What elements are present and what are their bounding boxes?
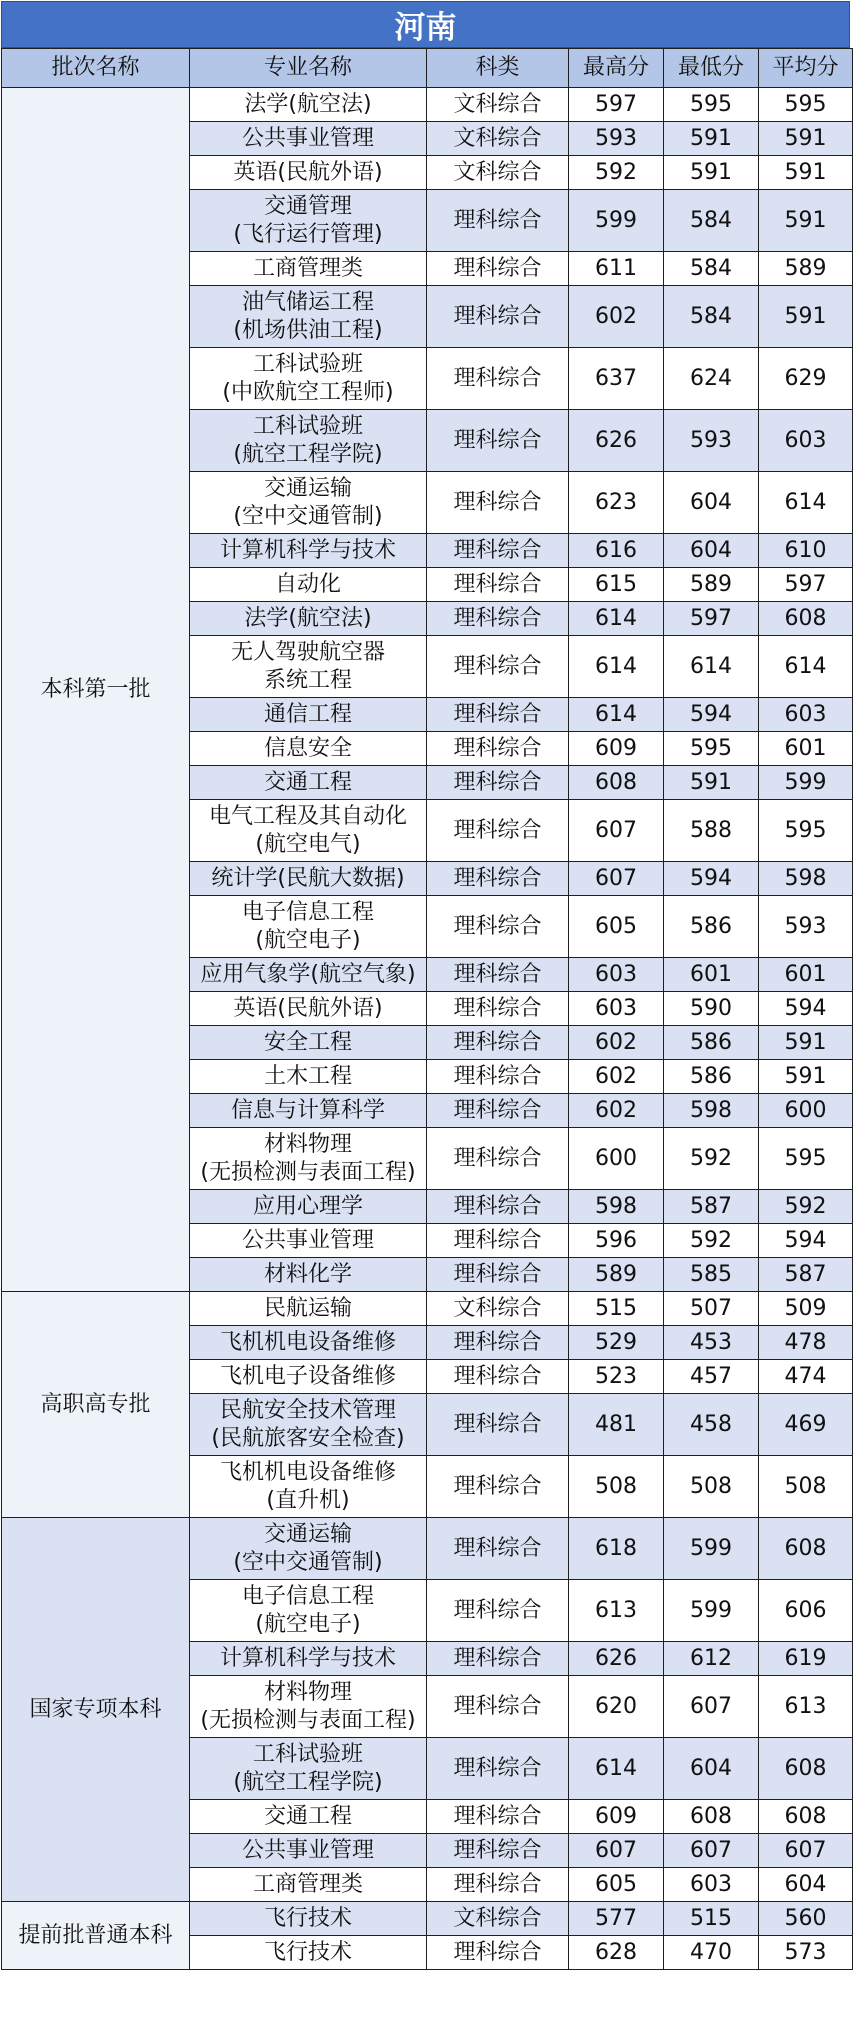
min-score: 507 xyxy=(664,1292,759,1326)
major-name: 英语(民航外语) xyxy=(190,992,427,1026)
avg-score: 509 xyxy=(759,1292,853,1326)
major-name: 飞机电子设备维修 xyxy=(190,1360,427,1394)
major-name: 工科试验班 (航空工程学院) xyxy=(190,410,427,472)
category: 理科综合 xyxy=(427,1128,569,1190)
min-score: 593 xyxy=(664,410,759,472)
avg-score: 601 xyxy=(759,732,853,766)
avg-score: 608 xyxy=(759,602,853,636)
max-score: 618 xyxy=(569,1518,664,1580)
min-score: 470 xyxy=(664,1936,759,1970)
avg-score: 607 xyxy=(759,1834,853,1868)
max-score: 637 xyxy=(569,348,664,410)
category: 理科综合 xyxy=(427,992,569,1026)
min-score: 607 xyxy=(664,1834,759,1868)
category: 理科综合 xyxy=(427,732,569,766)
avg-score: 604 xyxy=(759,1868,853,1902)
max-score: 593 xyxy=(569,122,664,156)
max-score: 620 xyxy=(569,1676,664,1738)
min-score: 595 xyxy=(664,732,759,766)
category: 理科综合 xyxy=(427,1676,569,1738)
category: 文科综合 xyxy=(427,156,569,190)
avg-score: 601 xyxy=(759,958,853,992)
major-name: 公共事业管理 xyxy=(190,1224,427,1258)
min-score: 599 xyxy=(664,1518,759,1580)
avg-score: 599 xyxy=(759,766,853,800)
category: 文科综合 xyxy=(427,122,569,156)
avg-score: 591 xyxy=(759,1026,853,1060)
major-name: 通信工程 xyxy=(190,698,427,732)
min-score: 599 xyxy=(664,1580,759,1642)
major-name: 材料物理 (无损检测与表面工程) xyxy=(190,1128,427,1190)
major-name: 计算机科学与技术 xyxy=(190,1642,427,1676)
avg-score: 478 xyxy=(759,1326,853,1360)
avg-score: 591 xyxy=(759,190,853,252)
header-batch: 批次名称 xyxy=(2,49,190,88)
major-name: 电子信息工程 (航空电子) xyxy=(190,1580,427,1642)
min-score: 591 xyxy=(664,122,759,156)
min-score: 584 xyxy=(664,252,759,286)
major-name: 油气储运工程 (机场供油工程) xyxy=(190,286,427,348)
min-score: 624 xyxy=(664,348,759,410)
avg-score: 474 xyxy=(759,1360,853,1394)
category: 理科综合 xyxy=(427,1868,569,1902)
table-body xyxy=(2,88,853,1970)
min-score: 591 xyxy=(664,156,759,190)
avg-score: 608 xyxy=(759,1800,853,1834)
category: 理科综合 xyxy=(427,1060,569,1094)
major-name: 工科试验班 (航空工程学院) xyxy=(190,1738,427,1800)
max-score: 607 xyxy=(569,1834,664,1868)
min-score: 589 xyxy=(664,568,759,602)
min-score: 594 xyxy=(664,698,759,732)
min-score: 458 xyxy=(664,1394,759,1456)
category: 理科综合 xyxy=(427,1834,569,1868)
category: 理科综合 xyxy=(427,1580,569,1642)
avg-score: 606 xyxy=(759,1580,853,1642)
category: 理科综合 xyxy=(427,410,569,472)
category: 理科综合 xyxy=(427,534,569,568)
header-avg: 平均分 xyxy=(759,49,853,88)
category: 文科综合 xyxy=(427,1902,569,1936)
avg-score: 591 xyxy=(759,156,853,190)
major-name: 飞机机电设备维修 xyxy=(190,1326,427,1360)
min-score: 603 xyxy=(664,1868,759,1902)
category: 文科综合 xyxy=(427,1292,569,1326)
category: 理科综合 xyxy=(427,1190,569,1224)
major-name: 交通工程 xyxy=(190,766,427,800)
min-score: 612 xyxy=(664,1642,759,1676)
category: 理科综合 xyxy=(427,472,569,534)
major-name: 材料物理 (无损检测与表面工程) xyxy=(190,1676,427,1738)
min-score: 592 xyxy=(664,1128,759,1190)
max-score: 628 xyxy=(569,1936,664,1970)
min-score: 586 xyxy=(664,896,759,958)
avg-score: 592 xyxy=(759,1190,853,1224)
avg-score: 595 xyxy=(759,88,853,122)
avg-score: 573 xyxy=(759,1936,853,1970)
min-score: 588 xyxy=(664,800,759,862)
max-score: 614 xyxy=(569,698,664,732)
max-score: 600 xyxy=(569,1128,664,1190)
avg-score: 603 xyxy=(759,410,853,472)
min-score: 594 xyxy=(664,862,759,896)
min-score: 590 xyxy=(664,992,759,1026)
batch-name: 国家专项本科 xyxy=(2,1518,190,1902)
min-score: 598 xyxy=(664,1094,759,1128)
major-name: 民航运输 xyxy=(190,1292,427,1326)
header-max: 最高分 xyxy=(569,49,664,88)
max-score: 615 xyxy=(569,568,664,602)
category: 理科综合 xyxy=(427,766,569,800)
category: 理科综合 xyxy=(427,286,569,348)
avg-score: 610 xyxy=(759,534,853,568)
table-row xyxy=(2,88,853,122)
major-name: 计算机科学与技术 xyxy=(190,534,427,568)
major-name: 电气工程及其自动化 (航空电气) xyxy=(190,800,427,862)
max-score: 614 xyxy=(569,1738,664,1800)
min-score: 515 xyxy=(664,1902,759,1936)
batch-name: 提前批普通本科 xyxy=(2,1902,190,1970)
max-score: 603 xyxy=(569,992,664,1026)
major-name: 应用气象学(航空气象) xyxy=(190,958,427,992)
category: 理科综合 xyxy=(427,1518,569,1580)
max-score: 607 xyxy=(569,862,664,896)
min-score: 591 xyxy=(664,766,759,800)
max-score: 602 xyxy=(569,286,664,348)
table-row xyxy=(2,1902,853,1936)
avg-score: 469 xyxy=(759,1394,853,1456)
category: 理科综合 xyxy=(427,1224,569,1258)
min-score: 604 xyxy=(664,472,759,534)
avg-score: 591 xyxy=(759,286,853,348)
major-name: 飞行技术 xyxy=(190,1936,427,1970)
max-score: 614 xyxy=(569,602,664,636)
avg-score: 560 xyxy=(759,1902,853,1936)
page-title: 河南 xyxy=(1,1,850,48)
major-name: 飞机机电设备维修 (直升机) xyxy=(190,1456,427,1518)
category: 理科综合 xyxy=(427,602,569,636)
avg-score: 600 xyxy=(759,1094,853,1128)
max-score: 609 xyxy=(569,1800,664,1834)
major-name: 法学(航空法) xyxy=(190,88,427,122)
major-name: 信息与计算科学 xyxy=(190,1094,427,1128)
major-name: 安全工程 xyxy=(190,1026,427,1060)
avg-score: 608 xyxy=(759,1738,853,1800)
major-name: 民航安全技术管理 (民航旅客安全检查) xyxy=(190,1394,427,1456)
score-table xyxy=(1,48,853,1970)
max-score: 523 xyxy=(569,1360,664,1394)
category: 理科综合 xyxy=(427,568,569,602)
avg-score: 603 xyxy=(759,698,853,732)
major-name: 英语(民航外语) xyxy=(190,156,427,190)
min-score: 453 xyxy=(664,1326,759,1360)
max-score: 623 xyxy=(569,472,664,534)
batch-name: 本科第一批 xyxy=(2,88,190,1292)
max-score: 529 xyxy=(569,1326,664,1360)
category: 理科综合 xyxy=(427,1326,569,1360)
major-name: 交通管理 (飞行运行管理) xyxy=(190,190,427,252)
min-score: 584 xyxy=(664,286,759,348)
min-score: 592 xyxy=(664,1224,759,1258)
max-score: 605 xyxy=(569,896,664,958)
min-score: 457 xyxy=(664,1360,759,1394)
category: 理科综合 xyxy=(427,896,569,958)
max-score: 614 xyxy=(569,636,664,698)
max-score: 481 xyxy=(569,1394,664,1456)
major-name: 工科试验班 (中欧航空工程师) xyxy=(190,348,427,410)
table-row xyxy=(2,1292,853,1326)
min-score: 607 xyxy=(664,1676,759,1738)
major-name: 电子信息工程 (航空电子) xyxy=(190,896,427,958)
avg-score: 613 xyxy=(759,1676,853,1738)
min-score: 604 xyxy=(664,1738,759,1800)
max-score: 598 xyxy=(569,1190,664,1224)
category: 理科综合 xyxy=(427,636,569,698)
min-score: 601 xyxy=(664,958,759,992)
category: 理科综合 xyxy=(427,800,569,862)
avg-score: 595 xyxy=(759,1128,853,1190)
min-score: 587 xyxy=(664,1190,759,1224)
avg-score: 587 xyxy=(759,1258,853,1292)
major-name: 信息安全 xyxy=(190,732,427,766)
avg-score: 593 xyxy=(759,896,853,958)
category: 文科综合 xyxy=(427,88,569,122)
category: 理科综合 xyxy=(427,1258,569,1292)
min-score: 584 xyxy=(664,190,759,252)
max-score: 605 xyxy=(569,1868,664,1902)
min-score: 586 xyxy=(664,1060,759,1094)
min-score: 614 xyxy=(664,636,759,698)
max-score: 608 xyxy=(569,766,664,800)
max-score: 589 xyxy=(569,1258,664,1292)
max-score: 613 xyxy=(569,1580,664,1642)
max-score: 609 xyxy=(569,732,664,766)
category: 理科综合 xyxy=(427,862,569,896)
avg-score: 594 xyxy=(759,992,853,1026)
min-score: 608 xyxy=(664,1800,759,1834)
category: 理科综合 xyxy=(427,252,569,286)
max-score: 607 xyxy=(569,800,664,862)
major-name: 材料化学 xyxy=(190,1258,427,1292)
header-row xyxy=(2,49,853,88)
major-name: 工商管理类 xyxy=(190,252,427,286)
min-score: 586 xyxy=(664,1026,759,1060)
max-score: 597 xyxy=(569,88,664,122)
category: 理科综合 xyxy=(427,1094,569,1128)
avg-score: 598 xyxy=(759,862,853,896)
max-score: 596 xyxy=(569,1224,664,1258)
max-score: 602 xyxy=(569,1060,664,1094)
header-major: 专业名称 xyxy=(190,49,427,88)
category: 理科综合 xyxy=(427,348,569,410)
table-row xyxy=(2,1518,853,1580)
header-category: 科类 xyxy=(427,49,569,88)
max-score: 616 xyxy=(569,534,664,568)
min-score: 508 xyxy=(664,1456,759,1518)
avg-score: 614 xyxy=(759,636,853,698)
major-name: 土木工程 xyxy=(190,1060,427,1094)
category: 理科综合 xyxy=(427,698,569,732)
major-name: 自动化 xyxy=(190,568,427,602)
major-name: 交通运输 (空中交通管制) xyxy=(190,1518,427,1580)
min-score: 604 xyxy=(664,534,759,568)
avg-score: 619 xyxy=(759,1642,853,1676)
category: 理科综合 xyxy=(427,1026,569,1060)
avg-score: 594 xyxy=(759,1224,853,1258)
major-name: 法学(航空法) xyxy=(190,602,427,636)
category: 理科综合 xyxy=(427,1360,569,1394)
major-name: 公共事业管理 xyxy=(190,122,427,156)
min-score: 595 xyxy=(664,88,759,122)
max-score: 515 xyxy=(569,1292,664,1326)
max-score: 602 xyxy=(569,1026,664,1060)
category: 理科综合 xyxy=(427,1936,569,1970)
category: 理科综合 xyxy=(427,1642,569,1676)
avg-score: 614 xyxy=(759,472,853,534)
avg-score: 595 xyxy=(759,800,853,862)
min-score: 597 xyxy=(664,602,759,636)
max-score: 508 xyxy=(569,1456,664,1518)
category: 理科综合 xyxy=(427,1456,569,1518)
avg-score: 591 xyxy=(759,122,853,156)
major-name: 交通运输 (空中交通管制) xyxy=(190,472,427,534)
header-min: 最低分 xyxy=(664,49,759,88)
major-name: 公共事业管理 xyxy=(190,1834,427,1868)
avg-score: 508 xyxy=(759,1456,853,1518)
major-name: 统计学(民航大数据) xyxy=(190,862,427,896)
avg-score: 597 xyxy=(759,568,853,602)
max-score: 611 xyxy=(569,252,664,286)
max-score: 626 xyxy=(569,1642,664,1676)
min-score: 585 xyxy=(664,1258,759,1292)
max-score: 602 xyxy=(569,1094,664,1128)
major-name: 交通工程 xyxy=(190,1800,427,1834)
max-score: 626 xyxy=(569,410,664,472)
category: 理科综合 xyxy=(427,1800,569,1834)
avg-score: 589 xyxy=(759,252,853,286)
category: 理科综合 xyxy=(427,1394,569,1456)
max-score: 603 xyxy=(569,958,664,992)
category: 理科综合 xyxy=(427,1738,569,1800)
avg-score: 591 xyxy=(759,1060,853,1094)
major-name: 无人驾驶航空器 系统工程 xyxy=(190,636,427,698)
batch-name: 高职高专批 xyxy=(2,1292,190,1518)
major-name: 飞行技术 xyxy=(190,1902,427,1936)
category: 理科综合 xyxy=(427,190,569,252)
major-name: 工商管理类 xyxy=(190,1868,427,1902)
max-score: 577 xyxy=(569,1902,664,1936)
major-name: 应用心理学 xyxy=(190,1190,427,1224)
avg-score: 608 xyxy=(759,1518,853,1580)
max-score: 599 xyxy=(569,190,664,252)
avg-score: 629 xyxy=(759,348,853,410)
max-score: 592 xyxy=(569,156,664,190)
category: 理科综合 xyxy=(427,958,569,992)
